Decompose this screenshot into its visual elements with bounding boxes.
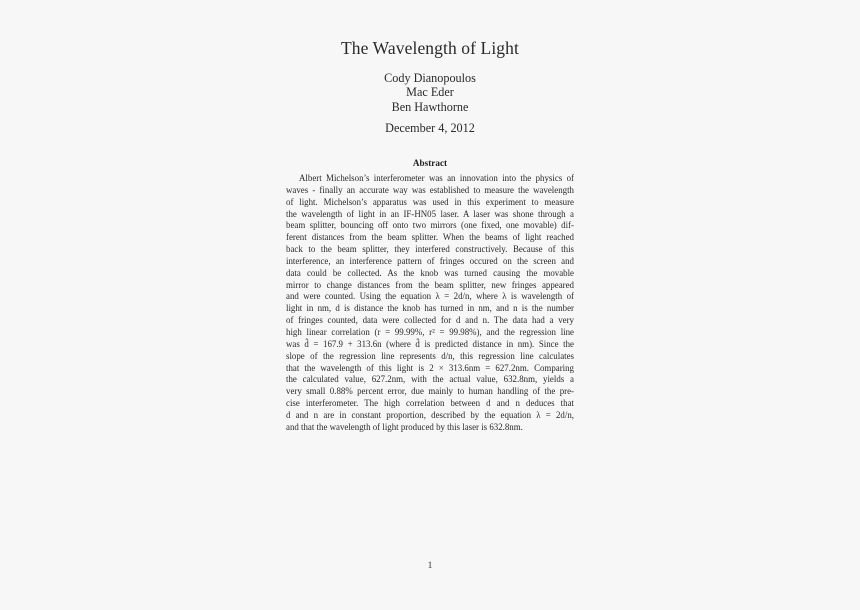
- author-name: Cody Dianopoulos: [384, 71, 476, 85]
- abstract-line: data could be collected. As the knob was turned causing the movable: [286, 267, 574, 278]
- abstract-line: and that the wavelength of light produced by this laser is 632.8nm.: [286, 421, 523, 432]
- abstract-line: and were counted. Using the equation λ = 2d/n, where λ is wavelength of: [286, 291, 574, 302]
- abstract-line: beam splitter, bouncing off onto two mirrors (one fixed, one movable) dif-: [286, 220, 574, 231]
- abstract-line: d and n are in constant proportion, described by the equation λ = 2d/n,: [286, 409, 574, 420]
- abstract-line: the calculated value, 627.2nm, with the actual value, 632.8nm, yields a: [286, 374, 574, 385]
- page-number: 1: [427, 561, 433, 571]
- abstract-line: very small 0.88% percent error, due mainly to human handling of the pre-: [286, 386, 574, 397]
- abstract-line: that the wavelength of this light is 2 × 313.6nm = 627.2nm. Comparing: [286, 362, 574, 373]
- abstract-line: was d̂ = 167.9 + 313.6n (where d̂ is predicted distance in nm). Since the: [286, 338, 574, 349]
- abstract-line: cise interferometer. The high correlation between d and n deduces that: [286, 398, 574, 409]
- abstract-line: mirror to change distances from the beam splitter, new fringes appeared: [286, 279, 574, 290]
- abstract-line: back to the beam splitter, they interfered constructively. Because of this: [286, 244, 574, 255]
- abstract-line: high linear correlation (r = 99.99%, r² = 99.98%), and the regression line: [286, 326, 574, 337]
- abstract-line: interference, an interference pattern of fringes occured on the screen and: [286, 255, 574, 266]
- author-name: Mac Eder: [406, 85, 454, 100]
- author-name: Ben Hawthorne: [391, 99, 469, 114]
- abstract-line: ferent distances from the beam splitter. When the beams of light reached: [286, 232, 574, 243]
- author-list: [0, 71, 860, 114]
- abstract-line: waves - finally an accurate way was established to measure the wavelength: [286, 184, 574, 195]
- abstract-heading: Abstract: [412, 158, 448, 168]
- abstract-line: Albert Michelson’s interferometer was an innovation into the physics of: [299, 173, 574, 183]
- abstract-line: light in nm, d is distance the knob has turned in nm, and n is the number: [286, 303, 574, 314]
- abstract-line: the wavelength of light in an IF-HN05 laser. A laser was shone through a: [286, 208, 574, 219]
- paper-title: The Wavelength of Light: [341, 38, 519, 58]
- abstract-line: of light. Michelson’s apparatus was used in this experiment to measure: [286, 196, 574, 207]
- abstract-line: slope of the regression line represents d/n, this regression line calculates: [286, 350, 574, 361]
- abstract-text: [286, 173, 574, 434]
- paper-date: December 4, 2012: [385, 121, 475, 135]
- abstract-line: of fringes counted, data were collected for d and n. The data had a very: [286, 315, 574, 326]
